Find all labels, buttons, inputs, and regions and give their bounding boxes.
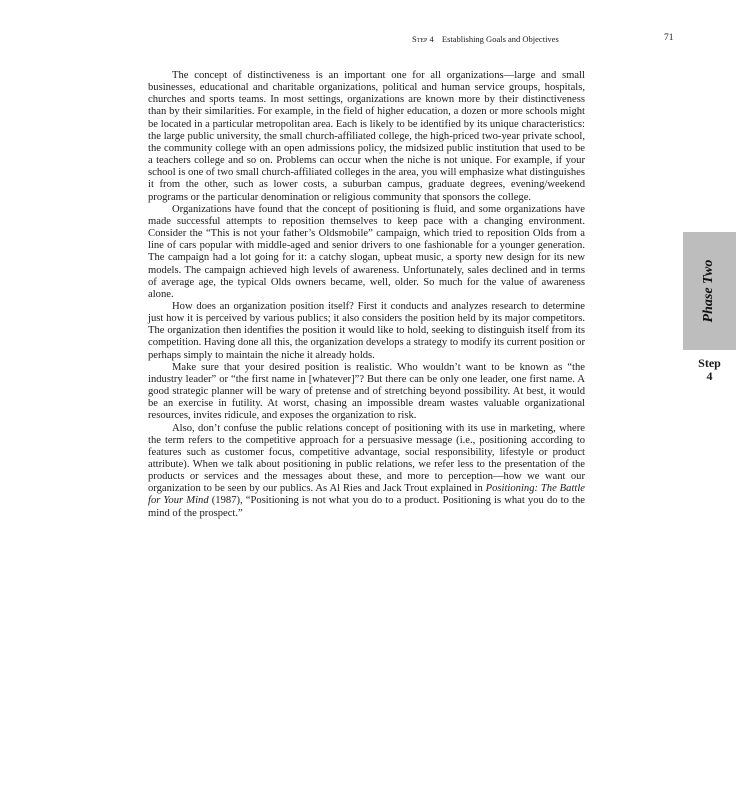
paragraph-1: The concept of distinctiveness is an important one for all organizations—large and small businesses, educational and charitable organizations, political and human service groups, hospitals, churches and sports teams. In most settings, organizations are known more by their distinctiveness than by their similarities. For example, in the field of higher education, a dozen or more schools might be located in a particular metropolitan area. Each is likely to be identified by its unique characteristics: the large public university, the small church-affiliated college, the high-priced two-year private school, the community college with an open admissions policy, the midsized public institution that used to be a teachers college and so on. Problems can occur when the niche is not unique. For example, if your school is one of two small church-affiliated colleges in the area, you will emphasize what distinguishes it from the other, such as lower costs, a suburban campus, graduate degrees, evening/weekend programs or the particular denomination or religious community that sponsors the college.: [148, 70, 585, 203]
book-title: Positioning: The Battle for Your Mind: [148, 483, 585, 507]
paragraph-4: Make sure that your desired position is realistic. Who wouldn’t want to be known as “the industry leader” or “the first name in [whatever]”? But there can be only one leader, one first name. A good strategic planner will be wary of pretense and of stretching beyond possibility. At best, it would be an exercise in futility. At worst, chasing an impossible dream wastes valuable organizational resources, invites ridicule, and exposes the organization to risk.: [148, 361, 585, 422]
header-step-label: Step 4: [412, 34, 434, 44]
paragraph-5-text-start: Also, don’t confuse the public relations concept of positioning with its use in marketing, where the term refers to the competitive approach for a persuasive message (i.e., positioning according to features such as customer focus, competitive advantage, social responsibility, lifestyle or product attribute). When we talk about positioning in public relations, we refer less to the presentation of the products or services and the messages about these, and more to perception—how we want our organization to be seen by our publics. As Al Ries and Jack Trout explained in: [148, 422, 585, 495]
paragraph-2: Organizations have found that the concept of positioning is fluid, and some organizations have made successful attempts to reposition themselves to keep pace with a changing environment. Consider the “This is not your father’s Oldsmobile” campaign, which tried to reposition Olds from a line of cars popular with middle-aged and senior drivers to one fashionable for a younger generation. The campaign had a lot going for it: a catchy slogan, upbeat music, a sporty new design for its new models. The campaign achieved high levels of awareness. Unfortunately, sales declined and in terms of average age, the typical Olds owners became, well, older. So much for the value of awareness alone.: [148, 203, 585, 300]
paragraph-5-text-end: (1987), “Positioning is not what you do to a product. Positioning is what you do to the mind of the prospect.”: [148, 495, 585, 519]
step-marker: [683, 357, 736, 383]
running-header: [412, 34, 559, 44]
step-number: 4: [706, 369, 713, 383]
paragraph-3: How does an organization position itself? First it conducts and analyzes research to determine just how it is perceived by various publics; it also considers the position held by its major competitors. The organization then identifies the position it would like to hold, seeking to distinguish itself from its competition. Having done all this, the organization develops a strategy to modify its current position or perhaps simply to maintain the niche it already holds.: [148, 300, 585, 361]
body-text: [148, 70, 585, 520]
page-number: 71: [664, 33, 674, 43]
header-section-title: Establishing Goals and Objectives: [441, 34, 559, 44]
paragraph-5: [148, 423, 585, 520]
step-word: Step: [698, 356, 721, 370]
phase-tab: [683, 232, 736, 350]
phase-label: Phase Two: [701, 259, 716, 323]
